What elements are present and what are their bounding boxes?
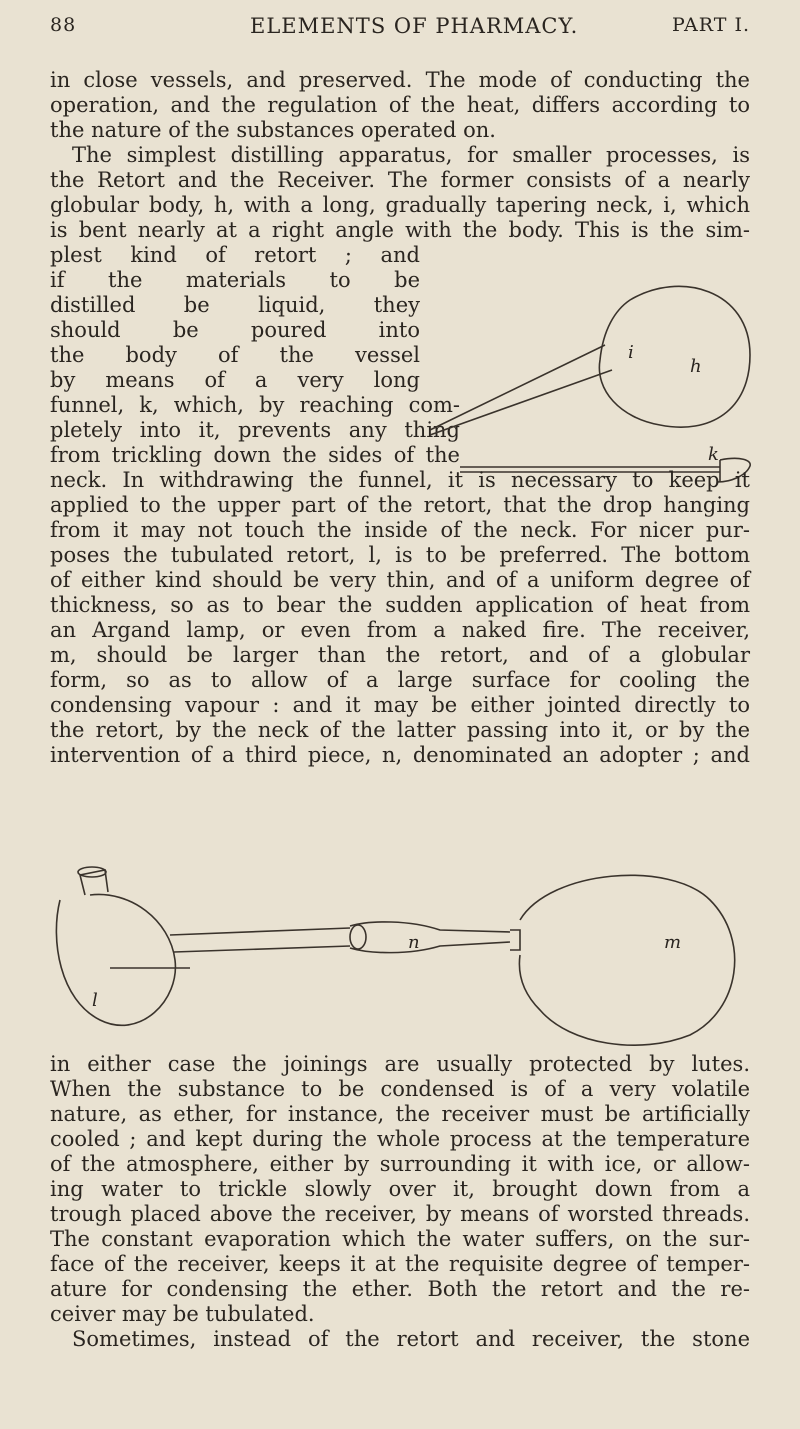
text-line: of either kind should be very thin, and of a uniform degree of bbox=[50, 568, 750, 592]
text-line: should be poured into bbox=[50, 318, 420, 342]
text-line: intervention of a third piece, n, denominated an adopter ; and bbox=[50, 743, 750, 767]
text-line: trough placed above the receiver, by means of worsted threads. bbox=[50, 1202, 750, 1226]
label-n: n bbox=[408, 932, 420, 953]
part-label: PART I. bbox=[672, 14, 750, 36]
text-line: form, so as to allow of a large surface for cooling the bbox=[50, 668, 750, 692]
label-k: k bbox=[708, 444, 719, 465]
receiver-body bbox=[519, 875, 734, 1045]
text-line: applied to the upper part of the retort, that the drop hanging bbox=[50, 493, 750, 517]
text-line: from trickling down the sides of the bbox=[50, 443, 460, 467]
text-line: of the atmosphere, either by surrounding it with ice, or allow- bbox=[50, 1152, 750, 1176]
text-line: When the substance to be condensed is of a very volatile bbox=[50, 1077, 750, 1101]
retort-neck-upper bbox=[430, 345, 605, 430]
page-number: 88 bbox=[50, 14, 77, 36]
text-line: from it may not touch the inside of the neck. For nicer pur- bbox=[50, 518, 750, 542]
adopter-lower bbox=[350, 942, 510, 953]
tubulated-retort-body bbox=[56, 894, 175, 1025]
text-line: condensing vapour : and it may be either jointed directly to bbox=[50, 693, 750, 717]
text-line: ing water to trickle slowly over it, brought down from a bbox=[50, 1177, 750, 1201]
text-line: Sometimes, instead of the retort and receiver, the stone bbox=[72, 1327, 750, 1351]
retort-neck-lower bbox=[430, 370, 612, 435]
label-i: i bbox=[628, 342, 634, 363]
text-line: operation, and the regulation of the heat, differs according to bbox=[50, 93, 750, 117]
label-m: m bbox=[664, 932, 682, 953]
text-line: ature for condensing the ether. Both the retort and the re- bbox=[50, 1277, 750, 1301]
text-line: nature, as ether, for instance, the receiver must be artificially bbox=[50, 1102, 750, 1126]
text-line: the retort, by the neck of the latter passing into it, or by the bbox=[50, 718, 750, 742]
text-line: in either case the joinings are usually protected by lutes. bbox=[50, 1052, 750, 1076]
text-line: face of the receiver, keeps it at the requisite degree of temper- bbox=[50, 1252, 750, 1276]
text-line: The simplest distilling apparatus, for smaller processes, is bbox=[72, 143, 750, 167]
text-line: globular body, h, with a long, gradually tapering neck, i, which bbox=[50, 193, 750, 217]
text-line: distilled be liquid, they bbox=[50, 293, 420, 317]
retort-receiver-figure bbox=[50, 860, 750, 1060]
text-line: the nature of the substances operated on. bbox=[50, 118, 496, 142]
text-line: in close vessels, and preserved. The mode of conducting the bbox=[50, 68, 750, 92]
retort-body-outline bbox=[599, 286, 750, 427]
running-header bbox=[50, 14, 750, 48]
text-line: pletely into it, prevents any thing bbox=[50, 418, 460, 442]
text-line: the body of the vessel bbox=[50, 343, 420, 367]
text-line: an Argand lamp, or even from a naked fire. The receiver, bbox=[50, 618, 750, 642]
text-line: neck. In withdrawing the funnel, it is necessary to keep it bbox=[50, 468, 750, 492]
text-line: thickness, so as to bear the sudden application of heat from bbox=[50, 593, 750, 617]
text-line: The constant evaporation which the water suffers, on the sur- bbox=[50, 1227, 750, 1251]
text-line: m, should be larger than the retort, and of a globular bbox=[50, 643, 750, 667]
label-l: l bbox=[92, 990, 98, 1011]
text-line: cooled ; and kept during the whole process at the temperature bbox=[50, 1127, 750, 1151]
running-title: ELEMENTS OF PHARMACY. bbox=[250, 14, 579, 38]
text-line: is bent nearly at a right angle with the body. This is the sim- bbox=[50, 218, 750, 242]
text-line: ceiver may be tubulated. bbox=[50, 1302, 315, 1326]
text-line: funnel, k, which, by reaching com- bbox=[50, 393, 460, 417]
text-line: plest kind of retort ; and bbox=[50, 243, 420, 267]
text-line: the Retort and the Receiver. The former consists of a nearly bbox=[50, 168, 750, 192]
text-line: by means of a very long bbox=[50, 368, 420, 392]
text-line: poses the tubulated retort, l, is to be preferred. The bottom bbox=[50, 543, 750, 567]
adopter-upper bbox=[350, 922, 510, 932]
label-h: h bbox=[690, 356, 702, 377]
text-line: if the materials to be bbox=[50, 268, 420, 292]
